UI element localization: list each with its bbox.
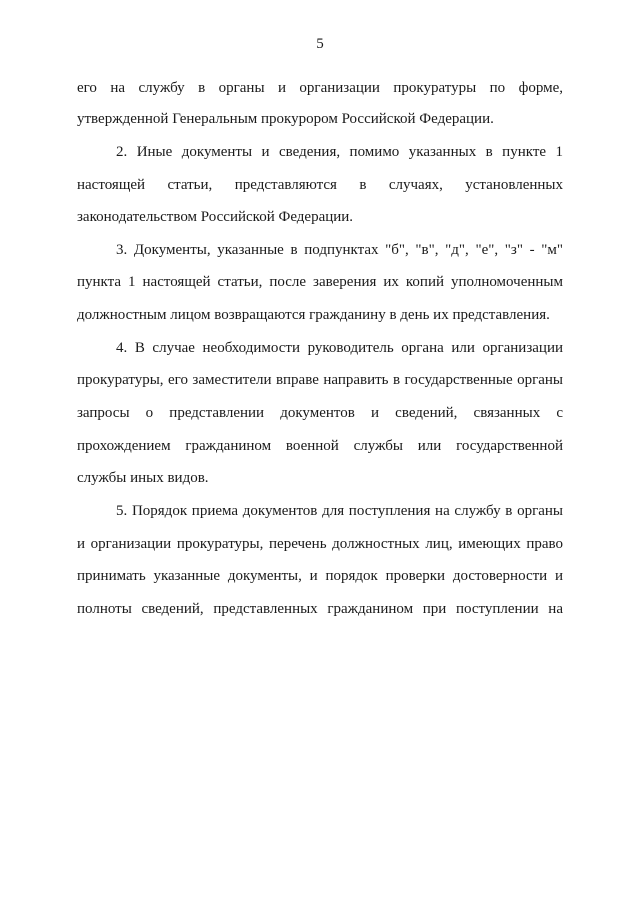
paragraph-1-line-2: утвержденной Генеральным прокурором Российской Федерации.	[77, 111, 494, 127]
paragraph-1-line-1: его на службу в органы и организации прокуратуры по форме,	[77, 80, 563, 96]
paragraph-5-line-4: полноты сведений, представленных гражданином при поступлении на	[77, 601, 563, 617]
paragraph-5-line-3: принимать указанные документы, и порядок проверки достоверности и	[77, 568, 563, 584]
paragraph-3-line-1: 3. Документы, указанные в подпунктах "б", "в", "д", "е", "з" - "м"	[116, 242, 563, 258]
paragraph-4-line-4: прохождением гражданином военной службы или государственной	[77, 438, 563, 454]
paragraph-5-line-1: 5. Порядок приема документов для поступления на службу в органы	[116, 503, 563, 519]
paragraph-2-line-2: настоящей статьи, представляются в случаях, установленных	[77, 177, 563, 193]
paragraph-2-line-3: законодательством Российской Федерации.	[77, 209, 354, 225]
page-number: 5	[316, 36, 324, 52]
paragraph-4-line-1: 4. В случае необходимости руководитель органа или организации	[116, 340, 563, 356]
paragraph-2-line-1: 2. Иные документы и сведения, помимо указанных в пункте 1	[116, 144, 563, 160]
paragraph-3-line-3: должностным лицом возвращаются гражданину в день их представления.	[77, 307, 550, 323]
paragraph-4-line-2: прокуратуры, его заместители вправе направить в государственные органы	[77, 372, 563, 388]
paragraph-5-line-2: и организации прокуратуры, перечень должностных лиц, имеющих право	[77, 536, 563, 552]
paragraph-4-line-5: службы иных видов.	[77, 470, 209, 486]
paragraph-4-line-3: запросы о представлении документов и сведений, связанных с	[77, 405, 563, 421]
paragraph-3-line-2: пункта 1 настоящей статьи, после заверения их копий уполномоченным	[77, 274, 563, 290]
